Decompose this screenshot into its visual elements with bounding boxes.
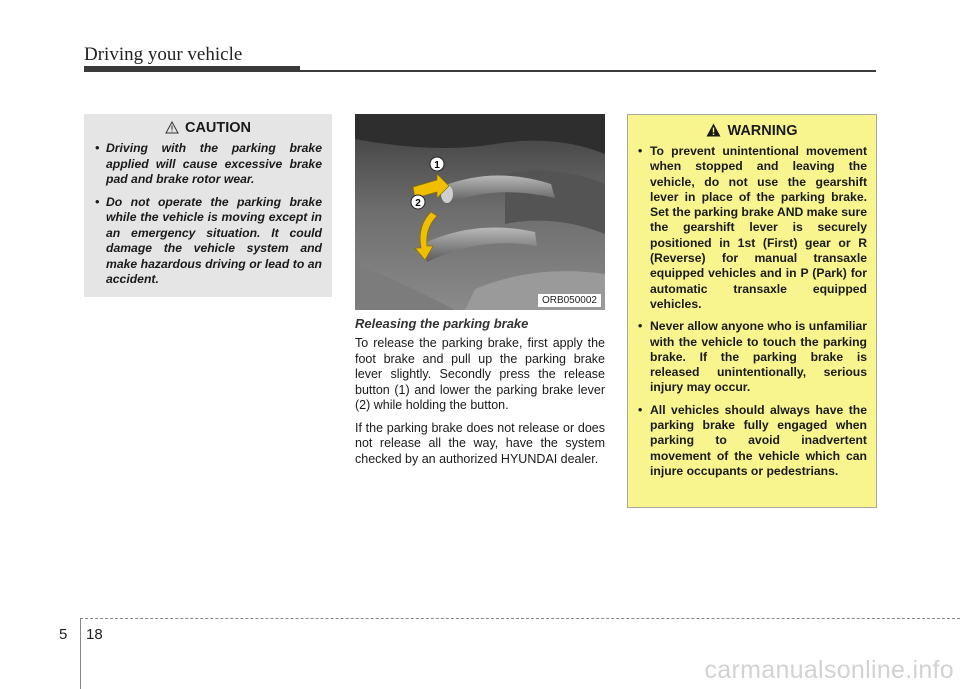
caution-box: [84, 114, 332, 297]
callout-2: 2: [415, 198, 421, 209]
warning-item: [637, 319, 867, 395]
parking-brake-photo: [355, 114, 605, 310]
header-rule-thin: [300, 70, 876, 72]
warning-box: [627, 114, 877, 508]
bullet-icon: •: [95, 194, 100, 209]
caution-item-text: Driving with the parking brake applied will cause excessive brake pad and brake rotor wear.: [106, 141, 322, 186]
callout-1: 1: [434, 160, 440, 171]
caution-item: [94, 141, 322, 188]
body-paragraph: If the parking brake does not release or does not release all the way, have the system checked by an authorized HYUNDAI dealer.: [355, 420, 605, 466]
warning-triangle-filled-icon: [706, 123, 721, 137]
warning-title-text: WARNING: [727, 123, 798, 139]
page-number: 18: [86, 626, 103, 643]
section-heading: Releasing the parking brake: [355, 316, 529, 331]
watermark: carmanualsonline.info: [704, 656, 954, 684]
header-title: Driving your vehicle: [84, 44, 243, 65]
warning-list: [637, 144, 867, 479]
figure-code: ORB050002: [538, 294, 601, 307]
caution-item: [94, 195, 322, 288]
header-rule-thick: [84, 66, 300, 72]
warning-item-text: Never allow anyone who is unfamiliar with the vehicle to touch the parking brake. If the parking brake is released unintentionally, serious injury may occur.: [650, 319, 867, 395]
caution-item-text: Do not operate the parking brake while the vehicle is moving except in an emergency situation. It could damage the vehicle system and make hazardous driving or lead to an accident.: [106, 194, 322, 286]
warning-item: [637, 144, 867, 312]
parking-brake-illustration: [355, 114, 605, 310]
body-paragraph: To release the parking brake, first apply the foot brake and pull up the parking brake lever slightly. Secondly press the release button (1) and lower the parking brake lever (2) while holding the button.: [355, 336, 605, 412]
bullet-icon: •: [95, 141, 100, 155]
bullet-icon: •: [638, 144, 643, 158]
warning-item-text: To prevent unintentional movement when stopped and leaving the vehicle, do not use the gearshift lever in place of the parking brake. Set the parking brake AND make sure the gearshift lever is securely positioned in 1st (First) gear or R (Reverse) for manual transaxle equipped vehicles and in P (Park) for automatic transaxle equipped vehicles.: [650, 144, 867, 311]
warning-item-text: All vehicles should always have the parking brake fully engaged when parking to avoid inadvertent movement of the vehicle which can injure occupants or pedestrians.: [650, 402, 867, 478]
footer-divider: [80, 618, 81, 689]
release-section: [355, 316, 605, 474]
warning-title: [637, 123, 867, 139]
caution-title-text: CAUTION: [184, 120, 252, 136]
warning-item: [637, 403, 867, 479]
chapter-number: 5: [59, 626, 68, 643]
footer-rule: [80, 618, 960, 619]
caution-list: [94, 141, 322, 288]
bullet-icon: •: [638, 402, 643, 417]
warning-triangle-outline-icon: [165, 121, 179, 134]
caution-title: [94, 120, 322, 136]
bullet-icon: •: [638, 319, 643, 334]
